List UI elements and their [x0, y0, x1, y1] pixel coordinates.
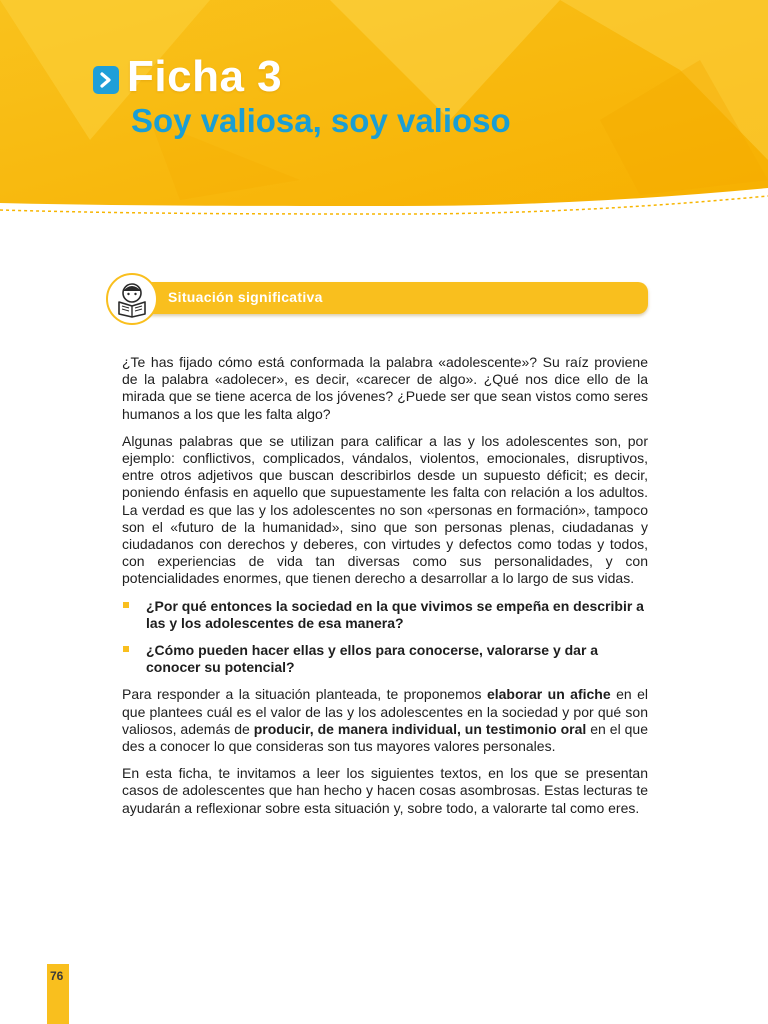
emphasis: producir, de manera individual, un testimonio oral [253, 720, 587, 737]
emphasis: elaborar un afiche [486, 686, 611, 703]
chevron-right-icon [93, 66, 119, 94]
paragraph: Algunas palabras que se utilizan para calificar a las y los adolescentes son, por ejemplo: conflictivos, complicados, vándalos, violentos, emocionales, disruptivos, entre otros adjetivos que buscan describirlos desde un supuesto déficit; es decir, poniendo énfasis en aquello que supuestamente les falta con relación a los adultos. La verdad es que las y los adolescentes no son «personas en formación», tampoco son el «futuro de la humanidad», sino que son personas plenas, ciudadanas y ciudadanos con derechos y deberes, con virtudes y defectos como todas y todos, con experiencias de vida tan diversas como sus personalidades, y con potencialidades enormes, que tienen derecho a desarrollar a lo largo de sus vidas. [122, 432, 648, 587]
paragraph [122, 686, 648, 755]
text-run: en el que des a conocer lo que consideras son tus mayores valores personales. [122, 720, 648, 755]
square-bullet-icon [123, 646, 129, 652]
text-run: en el que plantees cuál es el valor de las y los adolescentes en la sociedad y por qué son valiosos, además de [122, 686, 649, 737]
question-text: ¿Por qué entonces la sociedad en la que vivimos se empeña en describir a las y los adolescentes de esa manera? [146, 597, 644, 631]
list-item [122, 642, 648, 676]
question-text: ¿Cómo pueden hacer ellas y ellos para conocerse, valorarse y dar a conocer su potencial? [146, 642, 599, 676]
list-item [122, 598, 648, 632]
page-subtitle: Soy valiosa, soy valioso [131, 102, 511, 139]
square-bullet-icon [123, 602, 129, 608]
page-title: Ficha 3 [127, 52, 283, 101]
text-run: Para responder a la situación planteada, te proponemos [122, 686, 487, 703]
paragraph: En esta ficha, te invitamos a leer los siguientes textos, en los que se presentan casos de adolescentes que han hecho y hacen cosas asombrosas. Estas lecturas te ayudarán a reflexionar sobre esta situación y, sobre todo, a valorarte tal como eres. [122, 765, 648, 816]
section-title: Situación significativa [168, 289, 323, 305]
question-list [122, 598, 648, 677]
reading-child-icon [106, 273, 158, 325]
page-number: 76 [50, 969, 64, 983]
body-content [122, 354, 648, 827]
paragraph: ¿Te has fijado cómo está conformada la palabra «adolescente»? Su raíz proviene de la palabra «adolecer», es decir, «carecer de algo». ¿Qué nos dice ello de la mirada que se tiene acerca de los jóvenes? ¿Puede ser que sean vistos como seres humanos a los que les falta algo? [122, 354, 648, 422]
